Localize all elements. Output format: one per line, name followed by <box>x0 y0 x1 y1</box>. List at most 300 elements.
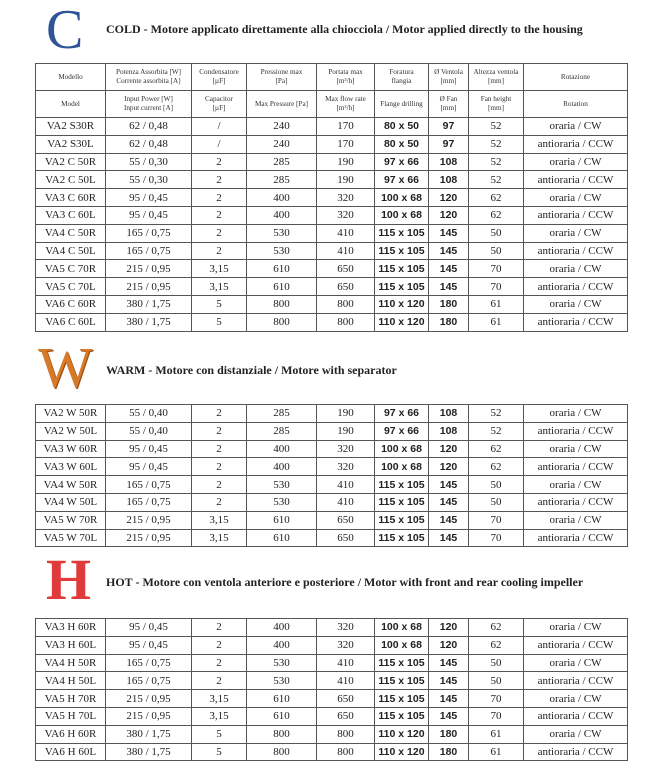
cell-power-current: 95 / 0,45 <box>106 206 192 224</box>
table-row <box>36 458 628 476</box>
cell-max-flow: 800 <box>317 743 375 761</box>
hot-section-header <box>0 547 651 612</box>
warm-section-title: WARM - Motore con distanziale / Motore with separator <box>106 363 397 377</box>
cell-capacitor: 2 <box>192 476 247 494</box>
cell-flange: 115 x 105 <box>375 278 429 296</box>
cell-power-current: 215 / 0,95 <box>106 707 192 725</box>
cell-max-flow: 190 <box>317 422 375 440</box>
cell-flange: 80 x 50 <box>375 118 429 136</box>
cell-rotation: antioraria / CCW <box>524 135 628 153</box>
table-row <box>36 422 628 440</box>
cell-power-current: 95 / 0,45 <box>106 636 192 654</box>
cell-fan-height: 62 <box>469 440 524 458</box>
cell-flange: 100 x 68 <box>375 440 429 458</box>
cell-rotation: oraria / CW <box>524 118 628 136</box>
cell-power-current: 215 / 0,95 <box>106 690 192 708</box>
cell-rotation: oraria / CW <box>524 224 628 242</box>
cell-fan-diameter: 108 <box>429 405 469 423</box>
cell-model: VA4 H 50L <box>36 672 106 690</box>
header-max-pressure: Pressione max [Pa] <box>247 64 317 91</box>
cell-fan-height: 70 <box>469 511 524 529</box>
table-row <box>36 171 628 189</box>
cell-fan-diameter: 145 <box>429 278 469 296</box>
cell-fan-diameter: 145 <box>429 224 469 242</box>
table-row <box>36 672 628 690</box>
cell-capacitor: 2 <box>192 636 247 654</box>
cell-rotation: antioraria / CCW <box>524 171 628 189</box>
cell-power-current: 55 / 0,40 <box>106 422 192 440</box>
cell-fan-height: 70 <box>469 529 524 547</box>
header-fan-height: Altezza ventola [mm] <box>469 64 524 91</box>
cell-capacitor: 5 <box>192 313 247 331</box>
cell-capacitor: 3,15 <box>192 278 247 296</box>
table-row <box>36 295 628 313</box>
cell-max-flow: 320 <box>317 206 375 224</box>
cell-rotation: oraria / CW <box>524 619 628 637</box>
cell-rotation: oraria / CW <box>524 260 628 278</box>
cell-rotation: antioraria / CCW <box>524 458 628 476</box>
cell-flange: 115 x 105 <box>375 529 429 547</box>
cell-fan-height: 50 <box>469 242 524 260</box>
cell-capacitor: 2 <box>192 171 247 189</box>
cell-flange: 115 x 105 <box>375 493 429 511</box>
cell-flange: 110 x 120 <box>375 295 429 313</box>
cell-capacitor: 3,15 <box>192 260 247 278</box>
table-row <box>36 224 628 242</box>
cell-max-pressure: 530 <box>247 493 317 511</box>
cell-fan-diameter: 120 <box>429 206 469 224</box>
cell-max-flow: 410 <box>317 493 375 511</box>
cell-max-pressure: 400 <box>247 619 317 637</box>
cell-fan-diameter: 180 <box>429 743 469 761</box>
cell-flange: 80 x 50 <box>375 135 429 153</box>
header-row-italian <box>36 64 628 91</box>
cell-fan-diameter: 180 <box>429 295 469 313</box>
cell-model: VA5 W 70R <box>36 511 106 529</box>
cell-capacitor: / <box>192 135 247 153</box>
cell-flange: 100 x 68 <box>375 619 429 637</box>
cell-power-current: 215 / 0,95 <box>106 529 192 547</box>
cell-model: VA3 W 60R <box>36 440 106 458</box>
cell-max-flow: 650 <box>317 278 375 296</box>
cell-flange: 110 x 120 <box>375 313 429 331</box>
cell-max-flow: 410 <box>317 242 375 260</box>
cell-model: VA5 H 70L <box>36 707 106 725</box>
cell-max-flow: 650 <box>317 707 375 725</box>
cell-fan-height: 61 <box>469 295 524 313</box>
cell-fan-height: 50 <box>469 493 524 511</box>
cell-fan-diameter: 145 <box>429 260 469 278</box>
cell-rotation: oraria / CW <box>524 440 628 458</box>
cell-fan-diameter: 108 <box>429 422 469 440</box>
cell-fan-diameter: 97 <box>429 118 469 136</box>
cold-motor-table <box>35 63 628 332</box>
cell-capacitor: 2 <box>192 405 247 423</box>
cell-rotation: oraria / CW <box>524 654 628 672</box>
cell-power-current: 95 / 0,45 <box>106 458 192 476</box>
cell-fan-diameter: 108 <box>429 171 469 189</box>
cell-max-flow: 190 <box>317 153 375 171</box>
header-power-current: Input Power [W] Input current [A] <box>106 91 192 118</box>
table-row <box>36 743 628 761</box>
cell-flange: 115 x 105 <box>375 511 429 529</box>
cell-fan-diameter: 145 <box>429 493 469 511</box>
cell-max-pressure: 285 <box>247 422 317 440</box>
cell-model: VA6 C 60R <box>36 295 106 313</box>
warm-table-body <box>36 405 628 547</box>
header-fan-height: Fan height [mm] <box>469 91 524 118</box>
cell-fan-height: 52 <box>469 153 524 171</box>
table-row <box>36 707 628 725</box>
table-row <box>36 529 628 547</box>
cell-fan-height: 70 <box>469 260 524 278</box>
cell-max-flow: 170 <box>317 118 375 136</box>
cell-max-pressure: 285 <box>247 405 317 423</box>
cell-rotation: antioraria / CCW <box>524 493 628 511</box>
cell-flange: 97 x 66 <box>375 405 429 423</box>
cell-max-flow: 800 <box>317 725 375 743</box>
cell-fan-height: 70 <box>469 690 524 708</box>
header-model: Modello <box>36 64 106 91</box>
cell-power-current: 55 / 0,30 <box>106 171 192 189</box>
cell-fan-diameter: 120 <box>429 440 469 458</box>
cell-fan-diameter: 145 <box>429 476 469 494</box>
header-flange: Foratura flangia <box>375 64 429 91</box>
cell-model: VA6 H 60L <box>36 743 106 761</box>
cell-rotation: antioraria / CCW <box>524 636 628 654</box>
cell-fan-height: 62 <box>469 458 524 476</box>
cell-capacitor: 2 <box>192 458 247 476</box>
cell-rotation: antioraria / CCW <box>524 707 628 725</box>
cell-model: VA2 W 50L <box>36 422 106 440</box>
cell-fan-diameter: 145 <box>429 511 469 529</box>
cell-rotation: oraria / CW <box>524 476 628 494</box>
table-row <box>36 476 628 494</box>
cell-rotation: oraria / CW <box>524 153 628 171</box>
cell-max-flow: 410 <box>317 672 375 690</box>
cell-model: VA3 H 60R <box>36 619 106 637</box>
table-row <box>36 313 628 331</box>
cell-max-flow: 320 <box>317 636 375 654</box>
cell-max-pressure: 400 <box>247 189 317 207</box>
header-model: Model <box>36 91 106 118</box>
cell-capacitor: 5 <box>192 743 247 761</box>
cell-fan-diameter: 120 <box>429 636 469 654</box>
cell-max-flow: 650 <box>317 690 375 708</box>
cell-flange: 100 x 68 <box>375 206 429 224</box>
header-rotation: Rotation <box>524 91 628 118</box>
cell-fan-height: 62 <box>469 636 524 654</box>
table-row <box>36 511 628 529</box>
cell-max-pressure: 530 <box>247 476 317 494</box>
cell-model: VA6 C 60L <box>36 313 106 331</box>
cold-table-body <box>36 118 628 332</box>
header-max-flow: Portata max [m³/h] <box>317 64 375 91</box>
cell-flange: 97 x 66 <box>375 422 429 440</box>
cell-max-pressure: 400 <box>247 440 317 458</box>
cell-capacitor: 2 <box>192 422 247 440</box>
cell-model: VA2 S30L <box>36 135 106 153</box>
cell-power-current: 165 / 0,75 <box>106 493 192 511</box>
cell-max-flow: 320 <box>317 458 375 476</box>
cold-section-header <box>0 0 651 61</box>
cell-flange: 115 x 105 <box>375 654 429 672</box>
cell-flange: 100 x 68 <box>375 189 429 207</box>
header-row-english <box>36 91 628 118</box>
hot-section-title: HOT - Motore con ventola anteriore e posteriore / Motor with front and rear cooling impeller <box>106 575 584 589</box>
cell-max-pressure: 610 <box>247 260 317 278</box>
cell-max-pressure: 530 <box>247 242 317 260</box>
header-flange: Flange drilling <box>375 91 429 118</box>
cell-max-flow: 320 <box>317 440 375 458</box>
cell-max-pressure: 610 <box>247 278 317 296</box>
hot-motor-table <box>35 618 628 761</box>
table-row <box>36 725 628 743</box>
cell-model: VA3 H 60L <box>36 636 106 654</box>
cell-max-pressure: 800 <box>247 743 317 761</box>
cell-flange: 115 x 105 <box>375 260 429 278</box>
cell-max-flow: 410 <box>317 476 375 494</box>
cell-rotation: antioraria / CCW <box>524 242 628 260</box>
cell-max-pressure: 610 <box>247 690 317 708</box>
cell-flange: 115 x 105 <box>375 690 429 708</box>
table-row <box>36 493 628 511</box>
header-fan-diameter: Ø Fan [mm] <box>429 91 469 118</box>
cell-max-pressure: 240 <box>247 118 317 136</box>
cell-max-flow: 320 <box>317 619 375 637</box>
cell-fan-diameter: 145 <box>429 529 469 547</box>
cell-rotation: oraria / CW <box>524 405 628 423</box>
cell-power-current: 62 / 0,48 <box>106 118 192 136</box>
cell-max-flow: 650 <box>317 260 375 278</box>
cell-rotation: antioraria / CCW <box>524 743 628 761</box>
cell-fan-diameter: 180 <box>429 725 469 743</box>
cell-model: VA2 W 50R <box>36 405 106 423</box>
cell-power-current: 165 / 0,75 <box>106 476 192 494</box>
header-capacitor: Capacitor [µF] <box>192 91 247 118</box>
cold-section-title: COLD - Motore applicato direttamente alla chiocciola / Motor applied directly to the housing <box>106 22 583 36</box>
table-row <box>36 118 628 136</box>
cell-model: VA5 C 70R <box>36 260 106 278</box>
cell-max-pressure: 800 <box>247 725 317 743</box>
cell-max-flow: 190 <box>317 405 375 423</box>
cell-power-current: 55 / 0,40 <box>106 405 192 423</box>
cell-flange: 110 x 120 <box>375 725 429 743</box>
cell-rotation: oraria / CW <box>524 295 628 313</box>
cell-rotation: antioraria / CCW <box>524 206 628 224</box>
cell-capacitor: 5 <box>192 295 247 313</box>
warm-motor-table <box>35 404 628 547</box>
cell-power-current: 215 / 0,95 <box>106 260 192 278</box>
header-power-current: Potenza Assorbita [W] Corrente assorbita [A] <box>106 64 192 91</box>
cell-flange: 115 x 105 <box>375 224 429 242</box>
cell-capacitor: 2 <box>192 153 247 171</box>
cell-max-flow: 650 <box>317 511 375 529</box>
cell-power-current: 95 / 0,45 <box>106 189 192 207</box>
cell-max-pressure: 800 <box>247 295 317 313</box>
cell-power-current: 215 / 0,95 <box>106 511 192 529</box>
cell-power-current: 165 / 0,75 <box>106 654 192 672</box>
cell-fan-diameter: 97 <box>429 135 469 153</box>
cell-fan-height: 52 <box>469 118 524 136</box>
cell-flange: 115 x 105 <box>375 476 429 494</box>
cell-model: VA4 C 50R <box>36 224 106 242</box>
cell-capacitor: 3,15 <box>192 511 247 529</box>
cell-model: VA4 C 50L <box>36 242 106 260</box>
cell-model: VA5 W 70L <box>36 529 106 547</box>
cell-rotation: antioraria / CCW <box>524 422 628 440</box>
cell-rotation: antioraria / CCW <box>524 672 628 690</box>
cell-power-current: 165 / 0,75 <box>106 224 192 242</box>
cell-flange: 100 x 68 <box>375 458 429 476</box>
cell-fan-height: 61 <box>469 313 524 331</box>
cell-max-flow: 190 <box>317 171 375 189</box>
table-row <box>36 636 628 654</box>
cell-fan-height: 50 <box>469 672 524 690</box>
cell-max-flow: 410 <box>317 224 375 242</box>
cell-max-pressure: 530 <box>247 654 317 672</box>
table-row <box>36 278 628 296</box>
cell-flange: 115 x 105 <box>375 672 429 690</box>
header-max-flow: Max flow rate [m³/h] <box>317 91 375 118</box>
cell-model: VA3 W 60L <box>36 458 106 476</box>
cell-max-flow: 170 <box>317 135 375 153</box>
cell-fan-diameter: 120 <box>429 619 469 637</box>
cell-rotation: antioraria / CCW <box>524 313 628 331</box>
cell-power-current: 215 / 0,95 <box>106 278 192 296</box>
hot-letter-logo: H <box>46 547 92 612</box>
table-row <box>36 619 628 637</box>
cell-flange: 97 x 66 <box>375 171 429 189</box>
cell-capacitor: 3,15 <box>192 690 247 708</box>
cell-fan-height: 61 <box>469 725 524 743</box>
cell-flange: 100 x 68 <box>375 636 429 654</box>
cell-fan-height: 70 <box>469 707 524 725</box>
cell-capacitor: 2 <box>192 654 247 672</box>
cell-fan-diameter: 145 <box>429 707 469 725</box>
cell-max-pressure: 610 <box>247 511 317 529</box>
cell-fan-height: 61 <box>469 743 524 761</box>
cell-fan-height: 50 <box>469 654 524 672</box>
cell-model: VA5 C 70L <box>36 278 106 296</box>
cell-power-current: 95 / 0,45 <box>106 440 192 458</box>
cell-max-pressure: 610 <box>247 707 317 725</box>
cell-max-pressure: 285 <box>247 171 317 189</box>
cell-model: VA6 H 60R <box>36 725 106 743</box>
cell-fan-height: 62 <box>469 206 524 224</box>
cell-fan-height: 70 <box>469 278 524 296</box>
cell-power-current: 380 / 1,75 <box>106 725 192 743</box>
cell-fan-diameter: 180 <box>429 313 469 331</box>
hot-table-body <box>36 619 628 761</box>
cell-max-flow: 320 <box>317 189 375 207</box>
cell-max-pressure: 400 <box>247 458 317 476</box>
cell-flange: 97 x 66 <box>375 153 429 171</box>
cell-fan-height: 52 <box>469 135 524 153</box>
cell-fan-diameter: 145 <box>429 654 469 672</box>
cell-capacitor: 2 <box>192 672 247 690</box>
cell-fan-diameter: 120 <box>429 458 469 476</box>
cell-fan-height: 50 <box>469 224 524 242</box>
cell-model: VA2 C 50R <box>36 153 106 171</box>
cell-max-pressure: 800 <box>247 313 317 331</box>
cell-capacitor: 2 <box>192 493 247 511</box>
header-fan-diameter: Ø Ventola [mm] <box>429 64 469 91</box>
table-row <box>36 690 628 708</box>
cell-power-current: 62 / 0,48 <box>106 135 192 153</box>
cell-fan-diameter: 145 <box>429 672 469 690</box>
cell-model: VA4 W 50R <box>36 476 106 494</box>
table-row <box>36 440 628 458</box>
cell-capacitor: 3,15 <box>192 707 247 725</box>
cell-rotation: oraria / CW <box>524 690 628 708</box>
cell-max-flow: 800 <box>317 295 375 313</box>
cell-model: VA4 W 50L <box>36 493 106 511</box>
cell-max-pressure: 400 <box>247 636 317 654</box>
cell-rotation: oraria / CW <box>524 511 628 529</box>
cell-fan-height: 62 <box>469 189 524 207</box>
cell-fan-height: 52 <box>469 171 524 189</box>
cell-max-pressure: 400 <box>247 206 317 224</box>
cell-flange: 110 x 120 <box>375 743 429 761</box>
cell-power-current: 55 / 0,30 <box>106 153 192 171</box>
header-capacitor: Condensatore [µF] <box>192 64 247 91</box>
cell-rotation: antioraria / CCW <box>524 278 628 296</box>
cell-power-current: 165 / 0,75 <box>106 672 192 690</box>
cell-capacitor: 2 <box>192 242 247 260</box>
cell-power-current: 380 / 1,75 <box>106 313 192 331</box>
header-max-pressure: Max Pressure [Pa] <box>247 91 317 118</box>
cell-fan-height: 50 <box>469 476 524 494</box>
cell-capacitor: 3,15 <box>192 529 247 547</box>
cell-model: VA2 S30R <box>36 118 106 136</box>
cold-letter-logo: C <box>46 0 84 61</box>
cell-model: VA3 C 60R <box>36 189 106 207</box>
cell-model: VA2 C 50L <box>36 171 106 189</box>
cell-capacitor: 2 <box>192 440 247 458</box>
cell-fan-diameter: 145 <box>429 690 469 708</box>
cell-capacitor: 2 <box>192 224 247 242</box>
cell-max-pressure: 285 <box>247 153 317 171</box>
cell-capacitor: 2 <box>192 189 247 207</box>
cell-fan-diameter: 120 <box>429 189 469 207</box>
table-row <box>36 405 628 423</box>
cell-power-current: 95 / 0,45 <box>106 619 192 637</box>
cell-rotation: antioraria / CCW <box>524 529 628 547</box>
cell-max-pressure: 240 <box>247 135 317 153</box>
cell-fan-diameter: 145 <box>429 242 469 260</box>
table-row <box>36 206 628 224</box>
header-rotation: Rotazione <box>524 64 628 91</box>
table-row <box>36 242 628 260</box>
cell-capacitor: 5 <box>192 725 247 743</box>
table-row <box>36 135 628 153</box>
cell-model: VA5 H 70R <box>36 690 106 708</box>
cell-max-pressure: 530 <box>247 224 317 242</box>
cell-model: VA3 C 60L <box>36 206 106 224</box>
warm-letter-logo: W <box>38 335 93 400</box>
cell-flange: 115 x 105 <box>375 242 429 260</box>
table-row <box>36 153 628 171</box>
table-row <box>36 654 628 672</box>
cell-capacitor: 2 <box>192 206 247 224</box>
cell-capacitor: 2 <box>192 619 247 637</box>
cell-fan-height: 52 <box>469 405 524 423</box>
cell-power-current: 165 / 0,75 <box>106 242 192 260</box>
cell-power-current: 380 / 1,75 <box>106 743 192 761</box>
cell-power-current: 380 / 1,75 <box>106 295 192 313</box>
cell-fan-height: 52 <box>469 422 524 440</box>
